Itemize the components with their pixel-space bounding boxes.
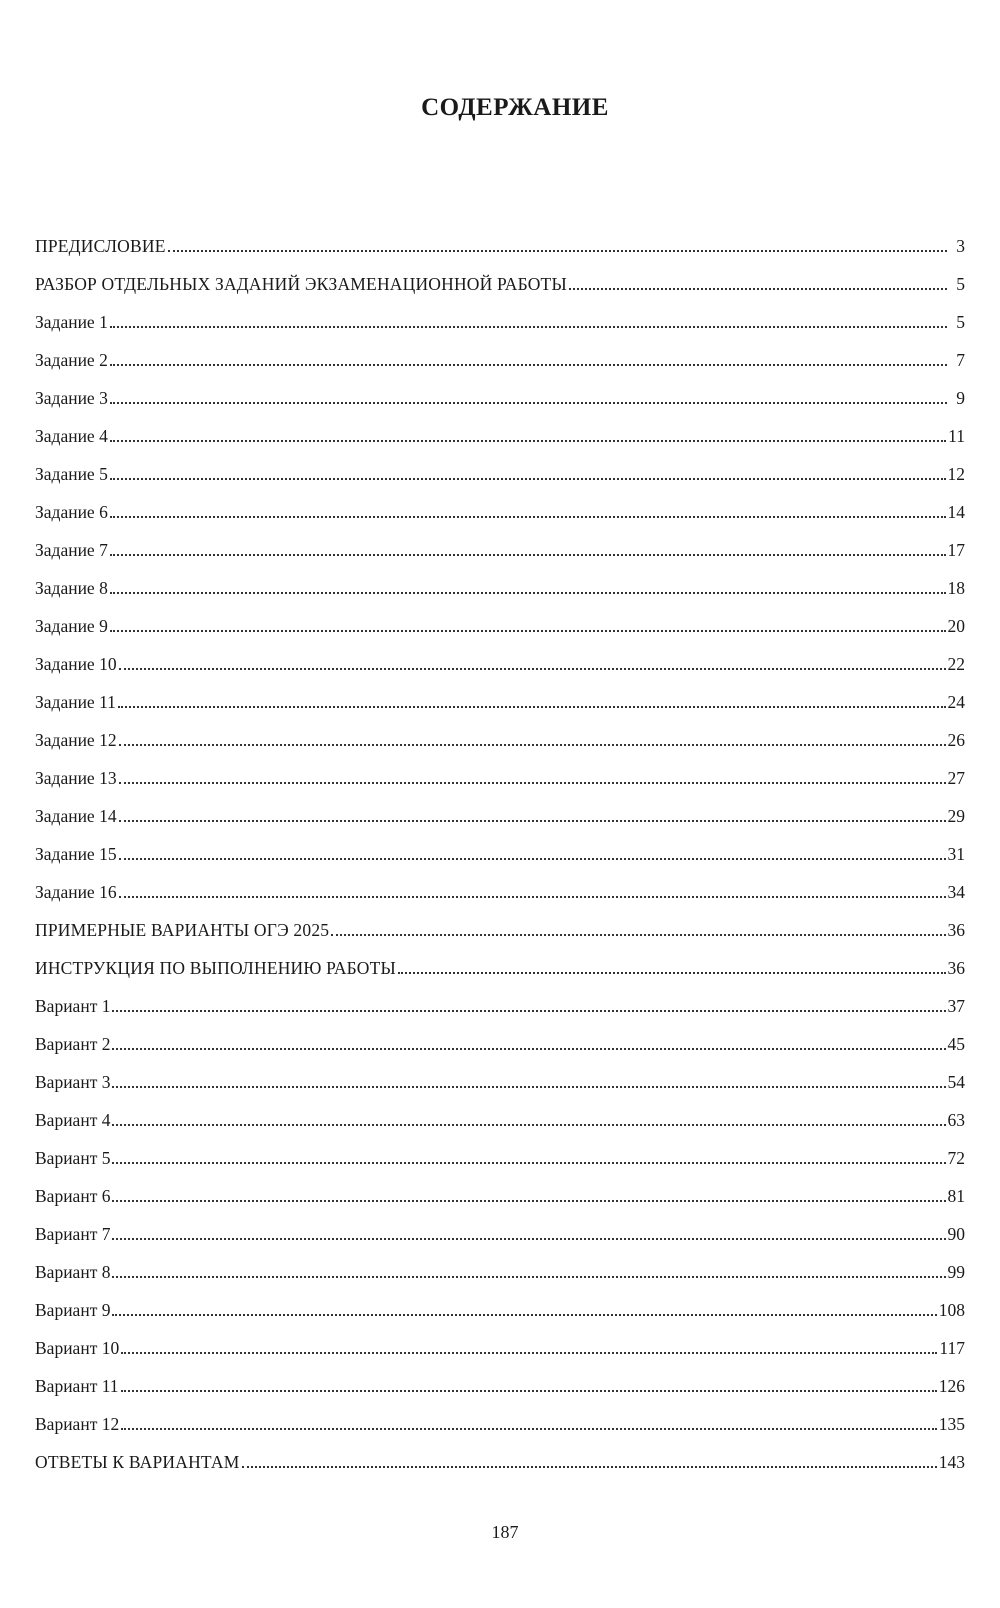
toc-entry — [35, 920, 965, 958]
toc-entry-label: Задание 7 — [35, 540, 108, 560]
dot-leader — [110, 402, 947, 404]
toc-entry-label: Задание 4 — [35, 426, 108, 446]
page-title: СОДЕРЖАНИЕ — [421, 94, 609, 121]
toc-entry — [35, 806, 965, 844]
toc-entry-label: Задание 10 — [35, 654, 117, 674]
toc-entry-page: 63 — [947, 1110, 965, 1130]
toc-entry-page: 99 — [947, 1262, 965, 1282]
toc-entry-page: 14 — [947, 502, 965, 522]
toc-entry — [35, 1376, 965, 1414]
toc-entry-label: Вариант 8 — [35, 1262, 111, 1282]
dot-leader — [118, 706, 946, 708]
toc-entry-page: 90 — [947, 1224, 965, 1244]
toc-entry-page: 34 — [947, 882, 965, 902]
toc-entry-label: Вариант 5 — [35, 1148, 111, 1168]
dot-leader — [168, 250, 947, 252]
toc-entry-label: Вариант 7 — [35, 1224, 111, 1244]
dot-leader — [242, 1466, 937, 1468]
toc-entry — [35, 502, 965, 540]
dot-leader — [112, 1048, 945, 1050]
table-of-contents — [35, 236, 965, 1490]
toc-entry-label: Задание 15 — [35, 844, 117, 864]
toc-entry-page: 26 — [947, 730, 965, 750]
toc-entry-page: 31 — [947, 844, 965, 864]
toc-entry-label: Вариант 9 — [35, 1300, 111, 1320]
toc-entry-label: Вариант 10 — [35, 1338, 120, 1358]
toc-entry-label: Задание 16 — [35, 882, 117, 902]
toc-entry — [35, 692, 965, 730]
toc-entry — [35, 1338, 965, 1376]
toc-entry-page: 45 — [947, 1034, 965, 1054]
dot-leader — [110, 326, 947, 328]
toc-entry — [35, 1414, 965, 1452]
toc-entry — [35, 730, 965, 768]
dot-leader — [119, 858, 946, 860]
toc-entry-label: Вариант 3 — [35, 1072, 111, 1092]
toc-entry — [35, 654, 965, 692]
toc-entry-label: ПРИМЕРНЫЕ ВАРИАНТЫ ОГЭ 2025 — [35, 920, 330, 940]
toc-entry — [35, 1262, 965, 1300]
dot-leader — [112, 1086, 945, 1088]
toc-entry-label: ПРЕДИСЛОВИЕ — [35, 236, 166, 256]
dot-leader — [110, 630, 946, 632]
toc-entry — [35, 236, 965, 274]
dot-leader — [112, 1314, 936, 1316]
toc-entry-page: 81 — [947, 1186, 965, 1206]
toc-entry-label: Вариант 4 — [35, 1110, 111, 1130]
dot-leader — [121, 1390, 937, 1392]
toc-entry-label: РАЗБОР ОТДЕЛЬНЫХ ЗАДАНИЙ ЭКЗАМЕНАЦИОННОЙ РАБОТЫ — [35, 274, 567, 294]
toc-entry-page: 12 — [947, 464, 965, 484]
toc-entry-label: Вариант 1 — [35, 996, 111, 1016]
toc-entry — [35, 1110, 965, 1148]
dot-leader — [110, 440, 946, 442]
toc-entry-label: Задание 2 — [35, 350, 108, 370]
toc-entry-label: Вариант 6 — [35, 1186, 111, 1206]
dot-leader — [110, 554, 946, 556]
toc-entry-label: ОТВЕТЫ К ВАРИАНТАМ — [35, 1452, 240, 1472]
toc-entry — [35, 1224, 965, 1262]
toc-entry-label: Задание 14 — [35, 806, 117, 826]
toc-entry — [35, 1300, 965, 1338]
toc-entry-page: 20 — [947, 616, 965, 636]
toc-entry-label: Задание 13 — [35, 768, 117, 788]
toc-entry-page: 135 — [938, 1414, 965, 1434]
toc-entry-label: ИНСТРУКЦИЯ ПО ВЫПОЛНЕНИЮ РАБОТЫ — [35, 958, 396, 978]
toc-entry — [35, 1148, 965, 1186]
toc-entry — [35, 996, 965, 1034]
toc-entry-page: 27 — [947, 768, 965, 788]
toc-entry-page: 22 — [947, 654, 965, 674]
dot-leader — [112, 1124, 945, 1126]
toc-entry — [35, 350, 965, 388]
dot-leader — [112, 1200, 945, 1202]
toc-entry-page: 7 — [956, 350, 965, 370]
toc-entry — [35, 844, 965, 882]
dot-leader — [569, 288, 947, 290]
toc-entry — [35, 1186, 965, 1224]
toc-entry-label: Задание 5 — [35, 464, 108, 484]
dot-leader — [119, 744, 946, 746]
dot-leader — [112, 1162, 945, 1164]
page-number: 187 — [491, 1522, 519, 1542]
toc-entry-label: Вариант 11 — [35, 1376, 119, 1396]
toc-entry-label: Задание 6 — [35, 502, 108, 522]
toc-entry-label: Вариант 12 — [35, 1414, 120, 1434]
dot-leader — [119, 668, 946, 670]
toc-entry-page: 37 — [947, 996, 965, 1016]
toc-entry-label: Задание 8 — [35, 578, 108, 598]
toc-entry-page: 9 — [956, 388, 965, 408]
toc-entry-page: 11 — [948, 426, 965, 446]
toc-entry — [35, 464, 965, 502]
dot-leader — [121, 1428, 937, 1430]
toc-entry — [35, 312, 965, 350]
toc-entry-label: Задание 12 — [35, 730, 117, 750]
dot-leader — [119, 896, 946, 898]
toc-entry-page: 18 — [947, 578, 965, 598]
dot-leader — [331, 934, 945, 936]
toc-entry-page: 126 — [938, 1376, 965, 1396]
toc-entry-page: 72 — [947, 1148, 965, 1168]
toc-entry — [35, 388, 965, 426]
toc-entry-page: 24 — [947, 692, 965, 712]
toc-entry — [35, 1072, 965, 1110]
dot-leader — [119, 820, 946, 822]
dot-leader — [110, 592, 946, 594]
toc-entry-page: 54 — [947, 1072, 965, 1092]
toc-entry-label: Задание 11 — [35, 692, 116, 712]
toc-entry-label: Вариант 2 — [35, 1034, 111, 1054]
toc-entry-page: 36 — [947, 920, 965, 940]
dot-leader — [110, 516, 946, 518]
toc-entry — [35, 616, 965, 654]
dot-leader — [112, 1276, 945, 1278]
dot-leader — [112, 1010, 945, 1012]
dot-leader — [121, 1352, 937, 1354]
toc-entry-page: 108 — [938, 1300, 965, 1320]
toc-entry — [35, 958, 965, 996]
toc-entry-page: 5 — [956, 274, 965, 294]
toc-entry-page: 36 — [947, 958, 965, 978]
toc-entry-page: 5 — [956, 312, 965, 332]
toc-entry-page: 29 — [947, 806, 965, 826]
dot-leader — [110, 478, 946, 480]
toc-entry — [35, 578, 965, 616]
toc-entry-label: Задание 9 — [35, 616, 108, 636]
toc-entry-label: Задание 3 — [35, 388, 108, 408]
toc-entry-page: 143 — [938, 1452, 965, 1472]
dot-leader — [119, 782, 946, 784]
toc-entry — [35, 882, 965, 920]
toc-entry — [35, 768, 965, 806]
toc-entry-page: 3 — [956, 236, 965, 256]
toc-entry-page: 17 — [947, 540, 965, 560]
toc-entry — [35, 540, 965, 578]
dot-leader — [110, 364, 947, 366]
toc-entry — [35, 1034, 965, 1072]
toc-entry — [35, 274, 965, 312]
toc-entry-label: Задание 1 — [35, 312, 108, 332]
toc-entry — [35, 1452, 965, 1490]
toc-entry — [35, 426, 965, 464]
dot-leader — [112, 1238, 945, 1240]
toc-entry-page: 117 — [939, 1338, 965, 1358]
dot-leader — [398, 972, 946, 974]
